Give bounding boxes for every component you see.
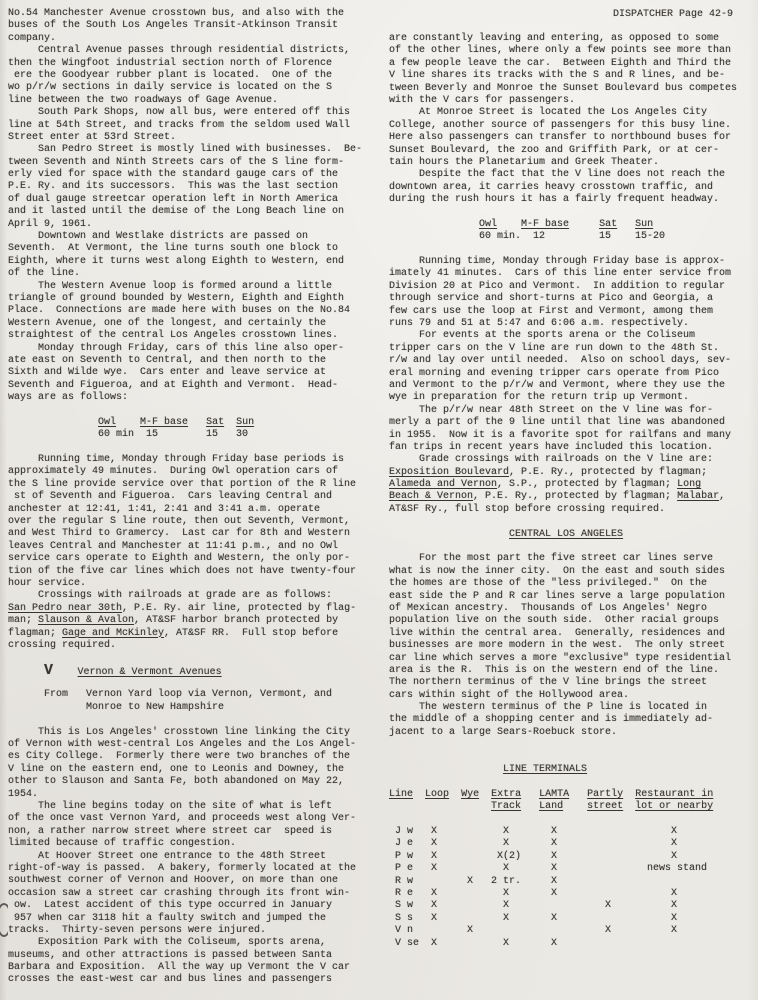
text-line: leaves Central and Manchester at 11:41 p.m., and no Owl bbox=[8, 540, 339, 552]
underlined-text: Restaurant in bbox=[635, 788, 714, 800]
paragraph bbox=[389, 405, 755, 455]
text-line: over the regular S line route, then out Seventh, Vermont, bbox=[8, 516, 351, 528]
paragraph bbox=[8, 45, 380, 107]
text-line: population live on the south side. Other racial groups bbox=[389, 615, 720, 627]
text-line: Sixth and Wilde wye. Cars enter and leave service at bbox=[8, 367, 327, 379]
text-line: Place. Connections are made here with buses on the No.84 bbox=[8, 305, 351, 317]
text-line: tion of the five car lines which does not have twenty-four bbox=[8, 565, 357, 577]
text-line: Here also passengers can transfer to northbound buses for bbox=[389, 132, 732, 144]
blank-line bbox=[389, 541, 755, 553]
text-line: the S line provide service over that portion of the R line bbox=[8, 478, 357, 490]
text-line: wo p/r/w sections in daily service is located on the S bbox=[8, 82, 333, 94]
underlined-text: Sat bbox=[206, 416, 225, 428]
underlined-text: LINE TERMINALS bbox=[503, 764, 588, 776]
paragraph bbox=[8, 727, 380, 801]
text-line: flagman; Gage and McKinley, AT&SF RR. Full stop before bbox=[8, 627, 339, 639]
text-line: east side the P and R car lines serve a large population bbox=[389, 590, 726, 602]
line-heading-title: Vernon & Vermont Avenues bbox=[77, 666, 222, 678]
text-line: occasion saw a street car crashing through its front win- bbox=[8, 887, 351, 899]
table-row: V n X X X bbox=[389, 925, 678, 937]
text-line: area is the R. This is on the western end of the line. bbox=[389, 664, 720, 676]
page-header: DISPATCHER Page 42-9 bbox=[613, 9, 734, 20]
blank-line bbox=[8, 652, 380, 664]
right-column bbox=[389, 33, 755, 950]
section-heading-terminals bbox=[389, 764, 755, 776]
paragraph bbox=[8, 8, 380, 45]
underlined-text: lot or nearby bbox=[635, 801, 714, 813]
blank-line bbox=[8, 442, 380, 454]
text-line: The Western Avenue loop is formed around a little bbox=[8, 280, 333, 292]
text-line: Seventh and Figueroa, and at Eighth and Vermont. Head- bbox=[8, 379, 339, 391]
route-letter: V bbox=[44, 661, 54, 679]
text-line: At Monroe Street is located the Los Angeles City bbox=[389, 107, 708, 119]
railroad-crossings-v bbox=[389, 454, 755, 516]
underlined-text: CENTRAL LOS ANGELES bbox=[509, 528, 624, 540]
text-line: car line which serves a more "exclusive" type residential bbox=[389, 652, 732, 664]
text-line: of the line. bbox=[8, 268, 81, 280]
text-line: company. bbox=[8, 32, 57, 44]
text-line: Crossings with railroads at grade are as follows: bbox=[8, 590, 333, 602]
text-line bbox=[389, 764, 755, 776]
text-line: southwest corner of Vernon and Hoover, on more than one bbox=[8, 875, 339, 887]
text-line: Eighth, where it turns west along Eighth to Western, end bbox=[8, 255, 345, 267]
paragraph bbox=[389, 169, 755, 206]
paragraph bbox=[8, 851, 380, 938]
headway-table-v bbox=[389, 219, 755, 244]
text-line: line between the two roadways of Gage Avenue. bbox=[8, 94, 279, 106]
blank-line bbox=[389, 206, 755, 218]
text-line: museums, and other attractions is passed between Santa bbox=[8, 949, 333, 961]
text-line: Street enter at 53rd Street. bbox=[8, 131, 177, 143]
blank-line bbox=[389, 814, 755, 826]
text-line: tween Seventh and Ninth Streets cars of the S line form- bbox=[8, 156, 345, 168]
table-row: S w X X X X bbox=[389, 900, 678, 912]
underlined-text: Sun bbox=[236, 416, 255, 428]
text-line: of Vernon with west-central Los Angeles and the Los Angel- bbox=[8, 739, 357, 751]
blank-line bbox=[389, 516, 755, 528]
text-line: Barbara and Exposition. All the way up Vermont the V car bbox=[8, 962, 351, 974]
text-line: through service and short-turns at Pico and Georgia, a bbox=[389, 293, 714, 305]
paragraph bbox=[389, 702, 755, 739]
text-line: the middle of a shopping center and is immediately ad- bbox=[389, 714, 714, 726]
text-line: cars within sight of the Hollywood area. bbox=[389, 689, 630, 701]
text-line: runs 79 and 51 at 5:47 and 6:06 a.m. respectively. bbox=[389, 317, 690, 329]
underlined-text: Sat bbox=[599, 218, 618, 230]
underlined-text: M-F base bbox=[140, 416, 189, 428]
text-line: man; Slauson & Avalon, AT&SF harbor branch protected by bbox=[8, 615, 339, 627]
table-row: J w X X X X bbox=[389, 826, 678, 837]
text-line: anchester at 12:41, 1:41, 2:41 and 3:41 a.m. operate bbox=[8, 503, 321, 515]
text-line: Beach & Vernon, P.E. Ry., protected by flagman; Malabar, bbox=[389, 491, 726, 503]
text-line: From Vernon Yard loop via Vernon, Vermont, and bbox=[8, 689, 333, 701]
text-line: tracks. Thirty-seven persons were injured. bbox=[8, 924, 267, 936]
text-line: ways are as follows: bbox=[8, 392, 129, 404]
text-line bbox=[389, 219, 755, 231]
text-line: approximately 49 minutes. During Owl operation cars of bbox=[8, 466, 339, 478]
text-line: Despite the fact that the V line does not reach the bbox=[389, 169, 726, 181]
text-line: businesses are more modern in the west. The only street bbox=[389, 640, 726, 652]
text-line: of Mexican ancestry. Thousands of Los Angeles' Negro bbox=[389, 602, 708, 614]
underlined-text: LAMTA bbox=[539, 788, 570, 800]
left-column bbox=[8, 8, 380, 987]
paragraph bbox=[389, 330, 755, 404]
underlined-text: Loop bbox=[425, 788, 450, 800]
blank-line bbox=[389, 776, 755, 788]
text-line: the homes are those of the "less privileged." On the bbox=[389, 578, 708, 590]
paragraph bbox=[389, 553, 755, 702]
underlined-text: Owl bbox=[479, 218, 498, 230]
underlined-text: Extra bbox=[491, 788, 522, 800]
text-line: triangle of ground bounded by Western, Eighth and Eighth bbox=[8, 292, 345, 304]
underlined-text: Exposition Boulevard bbox=[389, 466, 510, 478]
text-line: Central Avenue passes through residential districts, bbox=[8, 45, 351, 57]
blank-line bbox=[8, 677, 380, 689]
paragraph bbox=[389, 107, 755, 169]
text-line: For the most part the five street car lines serve bbox=[389, 553, 714, 565]
text-line: other to Slauson and Santa Fe, both abandoned on May 22, bbox=[8, 776, 345, 788]
table-header-line bbox=[389, 801, 755, 813]
text-line: 1954. bbox=[8, 788, 39, 800]
underlined-text: Owl bbox=[98, 416, 117, 428]
paragraph bbox=[8, 281, 380, 343]
text-line: and Vermont to the p/r/w and Vermont, where they use the bbox=[389, 379, 726, 391]
text-line: service cars operate to Eighth and Western, the only por- bbox=[8, 553, 351, 565]
text-line: V line shares its tracks with the S and R lines, and be- bbox=[389, 70, 726, 82]
table-row: J e X X X X bbox=[389, 838, 678, 850]
table-header-line bbox=[389, 789, 755, 801]
text-line: are constantly leaving and entering, as opposed to some bbox=[389, 33, 720, 44]
section-heading-central bbox=[389, 529, 755, 541]
section-heading-v-line bbox=[8, 661, 380, 679]
text-line: with the V cars for passengers. bbox=[389, 94, 576, 106]
text-line: Monday through Friday, cars of this line also oper- bbox=[8, 342, 345, 354]
text-line: tripper cars on the V line are run down to the 48th St. bbox=[389, 342, 720, 354]
text-line: jacent to a large Sears-Roebuck store. bbox=[389, 726, 618, 738]
text-line: The line begins today on the site of what is left bbox=[8, 801, 333, 812]
blank-line bbox=[8, 714, 380, 726]
underlined-text: Sun bbox=[635, 218, 654, 230]
paragraph bbox=[8, 343, 380, 405]
text-line: non, a rather narrow street where street car speed is bbox=[8, 825, 333, 837]
text-line: of the once vast Vernon Yard, and proceeds west along Ver- bbox=[8, 813, 357, 825]
paragraph bbox=[8, 107, 380, 144]
text-line: April 9, 1961. bbox=[8, 218, 93, 230]
text-line: San Pedro near 30th, P.E. Ry. air line, protected by flag- bbox=[8, 602, 357, 614]
text-line: then the Wingfoot industrial section north of Florence bbox=[8, 57, 333, 69]
text-line: 60 min 15 15 30 bbox=[8, 429, 249, 441]
text-line: Running time, Monday through Friday base is approx- bbox=[389, 256, 726, 268]
text-line: downtown area, it carries heavy crosstown traffic, and bbox=[389, 181, 714, 193]
text-line: The northern terminus of the V line brings the street bbox=[389, 677, 708, 689]
underlined-text: Wye bbox=[461, 788, 480, 800]
text-line: Monroe to New Hampshire bbox=[8, 701, 225, 713]
text-line: few cars use the loop at First and Vermont, among them bbox=[389, 305, 714, 317]
text-line: This is Los Angeles' crosstown line linking the City bbox=[8, 726, 351, 738]
paragraph bbox=[8, 231, 380, 281]
text-line: For events at the sports arena or the Coliseum bbox=[389, 330, 696, 342]
text-line bbox=[389, 529, 755, 541]
text-line: ow. Latest accident of this type occurred in January bbox=[8, 900, 333, 912]
text-line: Grade crossings with railroads on the V line are: bbox=[389, 454, 714, 466]
text-line: Exposition Boulevard, P.E. Ry., protected by flagman; bbox=[389, 466, 708, 478]
text-line: r/w and lay over until needed. Also on school days, sev- bbox=[389, 355, 732, 367]
text-line: Seventh. At Vermont, the line turns south one block to bbox=[8, 243, 339, 255]
text-line: st of Seventh and Figueroa. Cars leaving Central and bbox=[8, 491, 333, 503]
underlined-text: Land bbox=[539, 801, 564, 813]
text-line: Running time, Monday through Friday base periods is bbox=[8, 454, 345, 466]
text-line: hour service. bbox=[8, 577, 87, 589]
text-line: The western terminus of the P line is located in bbox=[389, 702, 708, 714]
underlined-text: Alameda and Vernon bbox=[389, 479, 498, 491]
blank-line bbox=[389, 739, 755, 751]
text-line: crosses the east-west car and bus lines and passengers bbox=[8, 974, 333, 986]
route-description bbox=[8, 689, 380, 714]
text-line: merly a part of the 9 line until that line was abandoned bbox=[389, 417, 726, 429]
blank-line bbox=[8, 405, 380, 417]
text-line: line at 54th Street, and tracks from the seldom used Wall bbox=[8, 119, 351, 131]
text-line: limited because of traffic congestion. bbox=[8, 838, 237, 850]
text-line: Division 20 at Pico and Vermont. In addition to regular bbox=[389, 280, 726, 292]
table-row: P e X X X news stand bbox=[389, 863, 708, 875]
underlined-text: San Pedro near 30th bbox=[8, 602, 123, 614]
text-line: erly vied for space with the standard gauge cars of the bbox=[8, 169, 339, 181]
text-line: live within the central area. Generally, residences and bbox=[389, 627, 726, 639]
table-row: V se X X X bbox=[389, 937, 558, 949]
text-line: tween Beverly and Monroe the Sunset Boulevard bus competes bbox=[389, 82, 738, 94]
railroad-crossings-s bbox=[8, 590, 380, 652]
text-line: straightest of the central Los Angeles crosstown lines. bbox=[8, 330, 339, 342]
table-row: P w X X(2) X X bbox=[389, 850, 678, 862]
line-terminals-table bbox=[389, 789, 755, 950]
text-line: 957 when car 3118 hit a faulty switch and jumped the bbox=[8, 912, 327, 924]
text-line: right-of-way is passed. A bakery, formerly located at the bbox=[8, 862, 357, 874]
text-line: ere the Goodyear rubber plant is located. One of the bbox=[8, 69, 333, 81]
text-line: es City College. Formerly there were two branches of the bbox=[8, 751, 351, 763]
underlined-text: Track bbox=[491, 801, 522, 813]
text-line: College, another source of passengers for this busy line. bbox=[389, 119, 732, 131]
text-line: ate east on Seventh to Central, and then north to the bbox=[8, 354, 327, 366]
text-line: imately 41 minutes. Cars of this line enter service from bbox=[389, 268, 732, 280]
text-line: crossing required. bbox=[8, 639, 117, 651]
paragraph bbox=[8, 144, 380, 231]
text-line: Downtown and Westlake districts are passed on bbox=[8, 231, 309, 243]
text-line: wye in preparation for the return trip up Vermont. bbox=[389, 392, 690, 404]
table-row: R e X X X X bbox=[389, 887, 678, 899]
text-line: Exposition Park with the Coliseum, sports arena, bbox=[8, 937, 327, 949]
paragraph bbox=[8, 801, 380, 851]
underlined-text: Partly bbox=[587, 788, 624, 800]
table-row: S s X X X X bbox=[389, 912, 678, 924]
text-line: what is now the inner city. On the east and south sides bbox=[389, 565, 726, 577]
text-line: At Hoover Street one entrance to the 48th Street bbox=[8, 850, 327, 862]
blank-line bbox=[389, 752, 755, 764]
underlined-text: Gage and McKinley bbox=[62, 627, 165, 639]
paragraph bbox=[389, 33, 755, 107]
text-line: during the rush hours it has a fairly frequent headway. bbox=[389, 194, 720, 206]
text-line: a few people leave the car. Between Eighth and Third the bbox=[389, 57, 732, 69]
table-row: R w X 2 tr. X bbox=[389, 875, 558, 887]
text-line: Alameda and Vernon, S.P., protected by flagman; Long bbox=[389, 479, 702, 491]
text-line: buses of the South Los Angeles Transit-Atkinson Transit bbox=[8, 20, 339, 32]
text-line: of dual gauge streetcar operation left in North America bbox=[8, 193, 339, 205]
text-line: San Pedro Street is mostly lined with businesses. Be- bbox=[8, 144, 363, 156]
text-line: and West Third to Gramercy. Last car for 8th and Western bbox=[8, 528, 351, 540]
underlined-text: Beach & Vernon bbox=[389, 491, 474, 503]
headway-table-s bbox=[8, 417, 380, 442]
text-line: 60 min. 12 15 15-20 bbox=[389, 231, 666, 243]
text-line: South Park Shops, now all bus, were entered off this bbox=[8, 107, 351, 119]
text-line: tain hours the Planetarium and Greek Theater. bbox=[389, 156, 660, 168]
text-line: of the other lines, where only a few points see more than bbox=[389, 45, 732, 57]
text-line: AT&SF Ry., full stop before crossing required. bbox=[389, 503, 666, 515]
paragraph bbox=[8, 454, 380, 590]
underlined-text: Long bbox=[677, 479, 702, 491]
underlined-text: M-F base bbox=[521, 218, 570, 230]
paragraph bbox=[389, 256, 755, 330]
text-line: Western Avenue, one of the longest, and certainly the bbox=[8, 317, 327, 329]
text-line: Sunset Boulevard, the zoo and Griffith Park, or at cer- bbox=[389, 144, 720, 156]
text-line: P.E. Ry. and its successors. This was the last section bbox=[8, 181, 339, 193]
blank-line bbox=[389, 244, 755, 256]
text-line: and it lasted until the demise of the Long Beach line on bbox=[8, 206, 345, 218]
text-line: in 1955. Now it is a favorite spot for railfans and many bbox=[389, 429, 732, 441]
underlined-text: street bbox=[587, 801, 624, 813]
text-line: eral morning and evening tripper cars operate from Pico bbox=[389, 367, 720, 379]
text-line: fan trips in recent years have included this location. bbox=[389, 441, 714, 453]
text-line: No.54 Manchester Avenue crosstown bus, and also with the bbox=[8, 8, 345, 19]
underlined-text: Malabar bbox=[677, 491, 720, 503]
underlined-text: Slauson & Avalon bbox=[38, 615, 135, 627]
text-line: The p/r/w near 48th Street on the V line was for- bbox=[389, 404, 714, 416]
text-line bbox=[8, 417, 380, 429]
paragraph bbox=[8, 937, 380, 987]
underlined-text: Line bbox=[389, 788, 414, 800]
text-line: V line on the eastern end, one to Leonis and Downey, the bbox=[8, 763, 345, 775]
